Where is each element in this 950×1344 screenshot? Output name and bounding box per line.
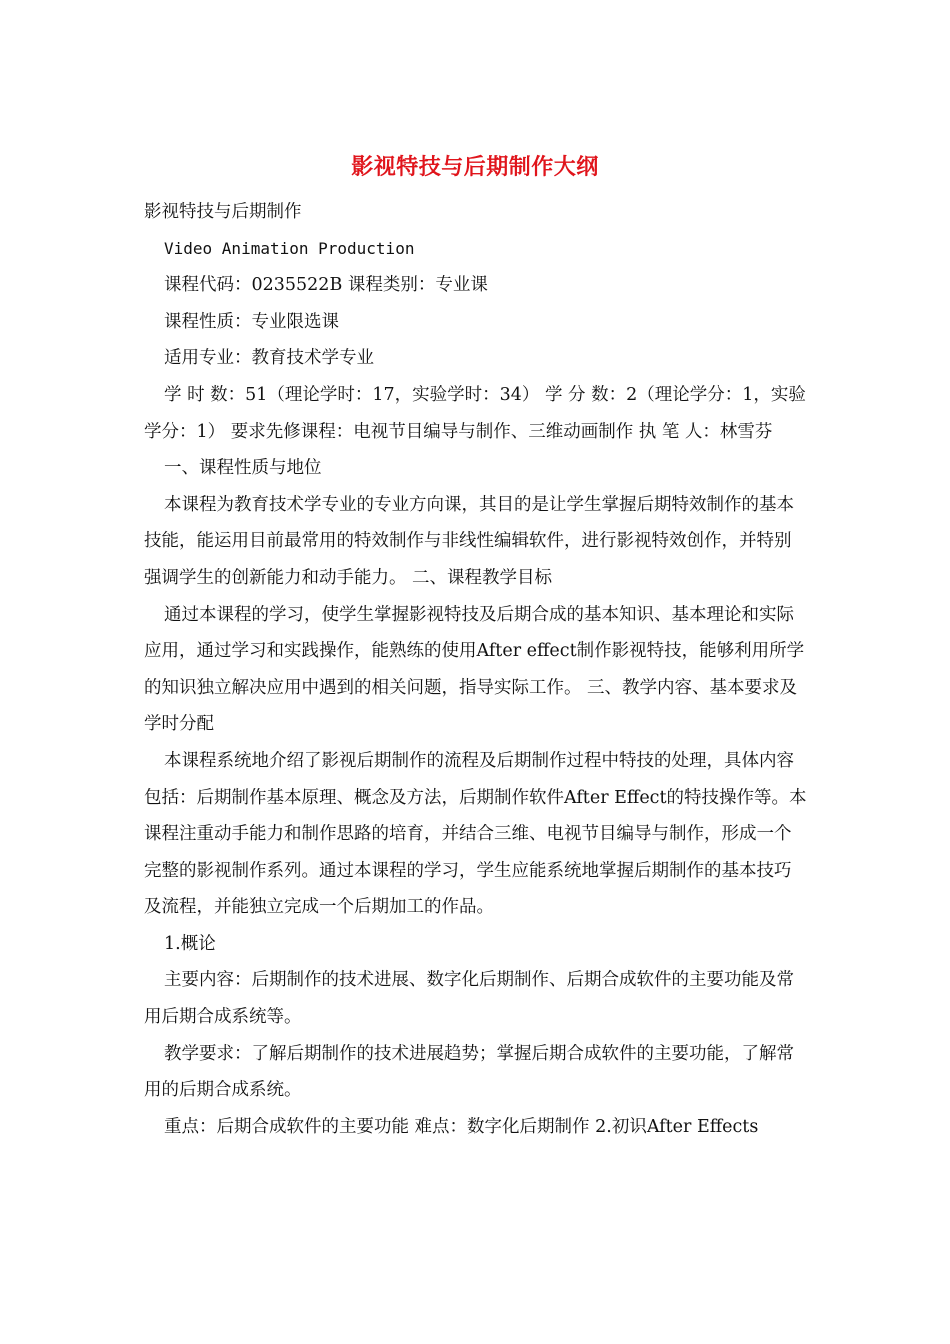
course-name: 影视特技与后期制作 xyxy=(144,202,302,222)
chapter-main-content: 主要内容：后期制作的技术进展、数字化后期制作、后期合成软件的主要功能及常用后期合成系统等。 xyxy=(144,970,794,1028)
paragraph-teaching-content: 本课程系统地介绍了影视后期制作的流程及后期制作过程中特技的处理，具体内容包括：后期制作基本原理、概念及方法，后期制作软件After Effect的特技操作等。本课程注重动手能力和制作思路的培育，并结合三维、电视节目编导与制作，形成一个完整的影视制作系列。通过本课程的学习，学生应能系统地掌握后期制作的基本技巧及流程，并能独立完成一个后期加工的作品。 xyxy=(144,750,807,918)
applicable-major-line: 适用专业：教育技术学专业 xyxy=(164,348,374,369)
course-english-name: Video Animation Production xyxy=(164,238,415,258)
document-title: 影视特技与后期制作大纲 xyxy=(351,154,599,180)
paragraph-course-nature: 本课程为教育技术学专业的专业方向课，其目的是让学生掌握后期特效制作的基本技能，能运用目前最常用的特效制作与非线性编辑软件，进行影视特效创作，并特别强调学生的创新能力和动手能力。 二、课程教学目标 xyxy=(144,494,794,588)
chapter-heading-overview: 1.概论 xyxy=(164,933,216,954)
chapter-keypoints: 重点：后期合成软件的主要功能 难点：数字化后期制作 2.初识After Effects xyxy=(164,1116,759,1137)
hours-credits-line: 学 时 数：51（理论学时：17，实验学时：34） 学 分 数：2（理论学分：1，实验学分：1） 要求先修课程：电视节目编导与制作、三维动画制作 执 笔 人：林雪芬 xyxy=(144,384,806,442)
course-code-line: 课程代码：0235522B 课程类别：专业课 xyxy=(164,275,488,296)
course-nature-line: 课程性质：专业限选课 xyxy=(164,311,339,332)
section-heading-nature: 一、课程性质与地位 xyxy=(164,458,322,479)
chapter-requirements: 教学要求：了解后期制作的技术进展趋势；掌握后期合成软件的主要功能，了解常用的后期合成系统。 xyxy=(144,1043,794,1101)
paragraph-teaching-goals: 通过本课程的学习，使学生掌握影视特技及后期合成的基本知识、基本理论和实际应用，通过学习和实践操作，能熟练的使用After effect制作影视特技，能够利用所学的知识独立解决应用中遇到的相关问题，指导实际工作。 三、教学内容、基本要求及学时分配 xyxy=(144,604,805,735)
document-body xyxy=(144,194,808,1145)
